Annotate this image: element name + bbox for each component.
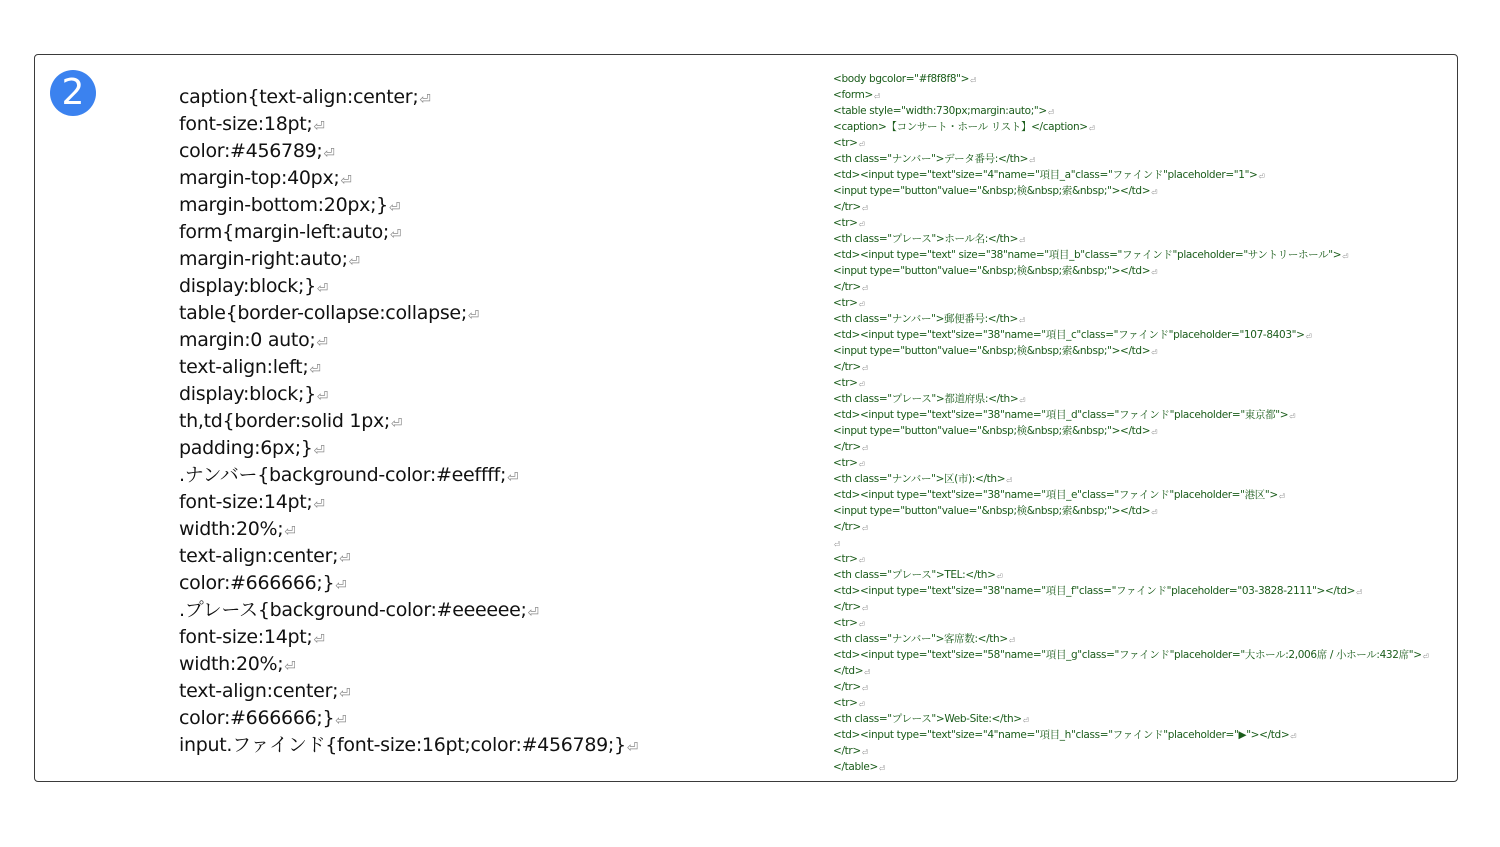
code-text: color:#666666;} bbox=[179, 572, 335, 594]
code-text: </tr> bbox=[833, 681, 861, 693]
html-code-line bbox=[833, 631, 1429, 647]
css-code-line bbox=[179, 354, 638, 381]
code-text: <td><input type="text"size="38"name="項目_e"class="ファインド"placeholder="港区"> bbox=[833, 489, 1278, 501]
code-text: font-size:14pt; bbox=[179, 491, 313, 513]
code-text: font-size:18pt; bbox=[179, 113, 313, 135]
code-text: </tr> bbox=[833, 281, 861, 293]
return-mark-icon: ⏎ bbox=[858, 460, 865, 469]
html-code-line bbox=[833, 311, 1429, 327]
html-code-line bbox=[833, 343, 1429, 359]
return-mark-icon: ⏎ bbox=[1018, 316, 1025, 325]
return-mark-icon: ⏎ bbox=[858, 700, 865, 709]
code-text: <th class="プレース">ホール名:</th> bbox=[833, 233, 1019, 245]
return-mark-icon: ⏎ bbox=[1029, 156, 1036, 165]
return-mark-icon: ⏎ bbox=[313, 497, 325, 513]
html-code-line bbox=[833, 119, 1429, 135]
css-code-line bbox=[179, 246, 638, 273]
css-code-line bbox=[179, 219, 638, 246]
return-mark-icon: ⏎ bbox=[864, 668, 871, 677]
return-mark-icon: ⏎ bbox=[1278, 492, 1285, 501]
return-mark-icon: ⏎ bbox=[316, 389, 329, 405]
html-code-line bbox=[833, 487, 1429, 503]
return-mark-icon: ⏎ bbox=[284, 524, 296, 540]
html-code-line bbox=[833, 407, 1429, 423]
return-mark-icon: ⏎ bbox=[316, 281, 329, 297]
return-mark-icon: ⏎ bbox=[1151, 428, 1158, 437]
return-mark-icon: ⏎ bbox=[1290, 732, 1297, 741]
code-text: <th class="ナンバー">郵便番号:</th> bbox=[833, 313, 1018, 325]
return-mark-icon: ⏎ bbox=[1356, 588, 1363, 597]
code-text: <th class="ナンバー">客席数:</th> bbox=[833, 633, 1008, 645]
return-mark-icon: ⏎ bbox=[1258, 172, 1265, 181]
code-text: <input type="button"value="&nbsp;検&nbsp;索&nbsp;"></td> bbox=[833, 265, 1151, 277]
html-code-line bbox=[833, 151, 1429, 167]
code-text: width:20%; bbox=[179, 653, 284, 675]
code-text: th,td{border:solid 1px; bbox=[179, 410, 390, 432]
css-code-line bbox=[179, 597, 638, 624]
return-mark-icon: ⏎ bbox=[339, 686, 351, 702]
html-code-line bbox=[833, 679, 1429, 695]
code-text: <tr> bbox=[833, 217, 858, 229]
code-text: </tr> bbox=[833, 361, 861, 373]
code-text: color:#456789; bbox=[179, 140, 323, 162]
return-mark-icon: ⏎ bbox=[313, 119, 325, 135]
code-text: </tr> bbox=[833, 601, 861, 613]
return-mark-icon: ⏎ bbox=[1019, 396, 1026, 405]
code-text: <tr> bbox=[833, 697, 858, 709]
code-text: table{border-collapse:collapse; bbox=[179, 302, 467, 324]
return-mark-icon: ⏎ bbox=[861, 204, 868, 213]
return-mark-icon: ⏎ bbox=[861, 748, 868, 757]
return-mark-icon: ⏎ bbox=[1151, 268, 1158, 277]
return-mark-icon: ⏎ bbox=[1422, 652, 1429, 661]
html-code-line bbox=[833, 615, 1429, 631]
return-mark-icon: ⏎ bbox=[861, 444, 868, 453]
return-mark-icon: ⏎ bbox=[527, 605, 539, 621]
html-code-line bbox=[833, 327, 1429, 343]
css-code-line bbox=[179, 651, 638, 678]
html-code-line bbox=[833, 103, 1429, 119]
return-mark-icon: ⏎ bbox=[996, 572, 1003, 581]
return-mark-icon: ⏎ bbox=[313, 443, 325, 459]
code-text: <input type="button"value="&nbsp;検&nbsp;索&nbsp;"></td> bbox=[833, 425, 1151, 437]
code-text: <th class="プレース">都道府県:</th> bbox=[833, 393, 1019, 405]
code-text: display:block;} bbox=[179, 383, 316, 405]
code-text: margin-top:40px; bbox=[179, 167, 340, 189]
return-mark-icon: ⏎ bbox=[861, 684, 868, 693]
css-code-line bbox=[179, 300, 638, 327]
html-code-line bbox=[833, 599, 1429, 615]
return-mark-icon: ⏎ bbox=[1019, 236, 1026, 245]
html-code-line bbox=[833, 295, 1429, 311]
css-code-line bbox=[179, 192, 638, 219]
code-text: </tr> bbox=[833, 201, 861, 213]
return-mark-icon: ⏎ bbox=[1008, 636, 1015, 645]
html-code-line bbox=[833, 439, 1429, 455]
css-code-line bbox=[179, 705, 638, 732]
return-mark-icon: ⏎ bbox=[335, 578, 347, 594]
html-code-line bbox=[833, 695, 1429, 711]
html-code-listing bbox=[833, 71, 1429, 775]
html-code-line bbox=[833, 759, 1429, 775]
return-mark-icon: ⏎ bbox=[1151, 508, 1158, 517]
code-text: font-size:14pt; bbox=[179, 626, 313, 648]
return-mark-icon: ⏎ bbox=[1289, 412, 1296, 421]
return-mark-icon: ⏎ bbox=[335, 713, 347, 729]
css-code-line bbox=[179, 111, 638, 138]
code-text: margin-bottom:20px;} bbox=[179, 194, 388, 216]
code-text: display:block;} bbox=[179, 275, 316, 297]
return-mark-icon: ⏎ bbox=[1088, 124, 1095, 133]
code-text: <tr> bbox=[833, 137, 858, 149]
code-text: <table style="width:730px;margin:auto;"> bbox=[833, 105, 1047, 117]
return-mark-icon: ⏎ bbox=[861, 604, 868, 613]
html-code-line bbox=[833, 711, 1429, 727]
return-mark-icon: ⏎ bbox=[873, 92, 880, 101]
css-code-line bbox=[179, 435, 638, 462]
html-code-line bbox=[833, 263, 1429, 279]
css-code-line bbox=[179, 543, 638, 570]
html-code-line bbox=[833, 519, 1429, 535]
code-text: <form> bbox=[833, 89, 873, 101]
css-code-listing bbox=[179, 84, 638, 759]
return-mark-icon: ⏎ bbox=[309, 362, 321, 378]
code-text: <tr> bbox=[833, 297, 858, 309]
return-mark-icon: ⏎ bbox=[861, 284, 868, 293]
return-mark-icon: ⏎ bbox=[1305, 332, 1312, 341]
html-code-line bbox=[833, 279, 1429, 295]
css-code-line bbox=[179, 138, 638, 165]
return-mark-icon: ⏎ bbox=[858, 140, 865, 149]
return-mark-icon: ⏎ bbox=[316, 335, 328, 351]
return-mark-icon: ⏎ bbox=[861, 364, 868, 373]
code-text: <td><input type="text" size="38"name="項目_b"class="ファインド"placeholder="サントリーホール"> bbox=[833, 249, 1342, 261]
code-text: </tr> bbox=[833, 745, 861, 757]
return-mark-icon: ⏎ bbox=[1006, 476, 1013, 485]
code-text: </td> bbox=[833, 665, 864, 677]
code-text: padding:6px;} bbox=[179, 437, 313, 459]
return-mark-icon: ⏎ bbox=[313, 632, 325, 648]
code-text: </tr> bbox=[833, 441, 861, 453]
html-code-line bbox=[833, 231, 1429, 247]
code-text: <td><input type="text"size="4"name="項目_h"class="ファインド"placeholder="▶"></td> bbox=[833, 729, 1290, 741]
code-text: <body bgcolor="#f8f8f8"> bbox=[833, 73, 970, 85]
code-text: <input type="button"value="&nbsp;検&nbsp;索&nbsp;"></td> bbox=[833, 185, 1151, 197]
code-text: width:20%; bbox=[179, 518, 284, 540]
return-mark-icon: ⏎ bbox=[284, 659, 296, 675]
html-code-line bbox=[833, 199, 1429, 215]
html-code-line bbox=[833, 663, 1429, 679]
code-text: form{margin-left:auto; bbox=[179, 221, 389, 243]
code-text: text-align:center; bbox=[179, 680, 339, 702]
return-mark-icon: ⏎ bbox=[878, 764, 885, 773]
html-code-line bbox=[833, 583, 1429, 599]
return-mark-icon: ⏎ bbox=[391, 416, 403, 432]
css-code-line bbox=[179, 624, 638, 651]
code-text: caption{text-align:center; bbox=[179, 86, 419, 108]
code-text: .ナンバー{background-color:#eeffff; bbox=[179, 464, 507, 486]
html-code-line bbox=[833, 87, 1429, 103]
html-code-line bbox=[833, 471, 1429, 487]
code-text: <tr> bbox=[833, 617, 858, 629]
return-mark-icon: ⏎ bbox=[1022, 716, 1029, 725]
css-code-line bbox=[179, 516, 638, 543]
return-mark-icon: ⏎ bbox=[858, 380, 865, 389]
html-code-line bbox=[833, 423, 1429, 439]
return-mark-icon: ⏎ bbox=[858, 620, 865, 629]
code-text: <input type="button"value="&nbsp;検&nbsp;索&nbsp;"></td> bbox=[833, 345, 1151, 357]
code-text: <caption>【コンサート・ホール リスト】</caption> bbox=[833, 121, 1088, 133]
return-mark-icon: ⏎ bbox=[1151, 188, 1158, 197]
css-code-line bbox=[179, 570, 638, 597]
return-mark-icon: ⏎ bbox=[1047, 108, 1054, 117]
code-text: text-align:left; bbox=[179, 356, 309, 378]
code-text: input.ファインド{font-size:16pt;color:#456789;} bbox=[179, 734, 626, 756]
code-text: <tr> bbox=[833, 553, 858, 565]
html-code-line bbox=[833, 535, 1429, 551]
return-mark-icon: ⏎ bbox=[858, 220, 865, 229]
html-code-line bbox=[833, 167, 1429, 183]
return-mark-icon: ⏎ bbox=[1151, 348, 1158, 357]
return-mark-icon: ⏎ bbox=[419, 92, 431, 108]
code-text: <td><input type="text"size="38"name="項目_f"class="ファインド"placeholder="03-3828-2111"></td> bbox=[833, 585, 1356, 597]
return-mark-icon: ⏎ bbox=[834, 540, 840, 549]
css-code-line bbox=[179, 381, 638, 408]
code-text: <td><input type="text"size="38"name="項目_c"class="ファインド"placeholder="107-8403"> bbox=[833, 329, 1305, 341]
html-code-line bbox=[833, 455, 1429, 471]
code-text: <input type="button"value="&nbsp;検&nbsp;索&nbsp;"></td> bbox=[833, 505, 1151, 517]
html-code-line bbox=[833, 567, 1429, 583]
html-code-line bbox=[833, 247, 1429, 263]
code-text: text-align:center; bbox=[179, 545, 339, 567]
css-code-line bbox=[179, 489, 638, 516]
css-code-line bbox=[179, 408, 638, 435]
html-code-line bbox=[833, 359, 1429, 375]
code-text: margin:0 auto; bbox=[179, 329, 316, 351]
return-mark-icon: ⏎ bbox=[507, 470, 519, 486]
html-code-line bbox=[833, 503, 1429, 519]
return-mark-icon: ⏎ bbox=[388, 200, 401, 216]
code-text: </tr> bbox=[833, 521, 861, 533]
return-mark-icon: ⏎ bbox=[390, 227, 402, 243]
return-mark-icon: ⏎ bbox=[340, 173, 352, 189]
html-code-line bbox=[833, 183, 1429, 199]
html-code-line bbox=[833, 743, 1429, 759]
return-mark-icon: ⏎ bbox=[323, 146, 335, 162]
html-code-line bbox=[833, 647, 1429, 663]
return-mark-icon: ⏎ bbox=[467, 308, 480, 324]
return-mark-icon: ⏎ bbox=[1342, 252, 1349, 261]
html-code-line bbox=[833, 391, 1429, 407]
code-text: <td><input type="text"size="58"name="項目_g"class="ファインド"placeholder="大ホール:2,006席 / 小ホール:432席"> bbox=[833, 649, 1422, 661]
html-code-line bbox=[833, 135, 1429, 151]
css-code-line bbox=[179, 327, 638, 354]
css-code-line bbox=[179, 732, 638, 759]
code-text: margin-right:auto; bbox=[179, 248, 348, 270]
return-mark-icon: ⏎ bbox=[626, 740, 638, 756]
return-mark-icon: ⏎ bbox=[339, 551, 351, 567]
css-code-line bbox=[179, 165, 638, 192]
html-code-line bbox=[833, 71, 1429, 87]
css-code-line bbox=[179, 273, 638, 300]
code-text: <th class="ナンバー">データ番号:</th> bbox=[833, 153, 1029, 165]
return-mark-icon: ⏎ bbox=[970, 76, 977, 85]
css-code-line bbox=[179, 84, 638, 111]
code-text: <td><input type="text"size="38"name="項目_d"class="ファインド"placeholder="東京都"> bbox=[833, 409, 1289, 421]
return-mark-icon: ⏎ bbox=[348, 254, 360, 270]
return-mark-icon: ⏎ bbox=[861, 524, 868, 533]
code-text: color:#666666;} bbox=[179, 707, 335, 729]
step-number-badge: 2 bbox=[50, 70, 96, 116]
code-text: <td><input type="text"size="4"name="項目_a"class="ファインド"placeholder="1"> bbox=[833, 169, 1258, 181]
html-code-line bbox=[833, 551, 1429, 567]
html-code-line bbox=[833, 375, 1429, 391]
code-text: </table> bbox=[833, 761, 878, 773]
code-text: <tr> bbox=[833, 457, 858, 469]
code-text: <th class="プレース">Web-Site:</th> bbox=[833, 713, 1022, 725]
return-mark-icon: ⏎ bbox=[858, 300, 865, 309]
html-code-line bbox=[833, 215, 1429, 231]
code-text: <th class="ナンバー">区(市):</th> bbox=[833, 473, 1006, 485]
code-text: <th class="プレース">TEL:</th> bbox=[833, 569, 996, 581]
code-text: <tr> bbox=[833, 377, 858, 389]
css-code-line bbox=[179, 678, 638, 705]
return-mark-icon: ⏎ bbox=[858, 556, 865, 565]
html-code-line bbox=[833, 727, 1429, 743]
code-text: .プレース{background-color:#eeeeee; bbox=[179, 599, 527, 621]
css-code-line bbox=[179, 462, 638, 489]
